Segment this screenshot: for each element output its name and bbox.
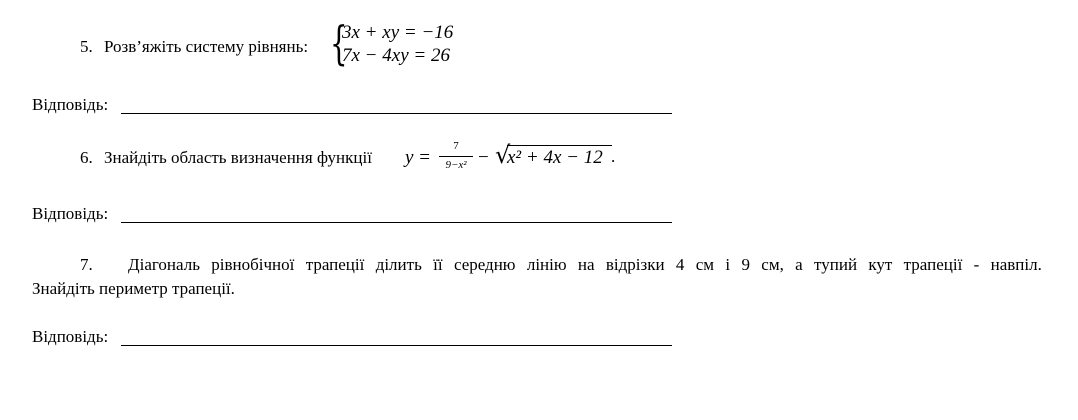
answer-7-label: Відповідь: [32, 327, 109, 346]
radical-sign: √ [495, 141, 511, 169]
question-7-word: кут [868, 255, 893, 274]
question-7-word: - [973, 255, 980, 274]
question-7-word: ділить [375, 255, 422, 274]
question-5-number: 5. [80, 37, 93, 56]
answer-5-label: Відповідь: [32, 95, 109, 114]
fraction-bar [439, 156, 473, 157]
radicand: x² + 4x − 12 [507, 147, 603, 168]
fraction-denominator: 9−x² [445, 159, 467, 171]
question-7-word: навпіл. [990, 255, 1042, 274]
question-7-word: відрізки [605, 255, 665, 274]
question-7-word: середню [453, 255, 516, 274]
system-equation-2: 7x − 4xy = 26 [342, 45, 450, 66]
question-7-text-line-2: Знайдіть периметр трапеції. [32, 279, 235, 298]
question-7-word: см [695, 255, 715, 274]
question-6-number: 6. [80, 148, 93, 167]
answer-5-line[interactable] [121, 113, 672, 114]
radical-vinculum [507, 145, 612, 146]
question-5-text: Розв’яжіть систему рівнянь: [104, 37, 309, 56]
question-7-number: 7. [80, 255, 93, 274]
question-7-word: см, [761, 255, 784, 274]
system-equation-1: 3x + xy = −16 [342, 22, 454, 43]
system-brace: { [330, 16, 348, 70]
question-6-text: Знайдіть область визначення функції [104, 148, 372, 167]
question-7-word: Діагональ [128, 255, 200, 274]
answer-7-line[interactable] [121, 345, 672, 346]
answer-6-label: Відповідь: [32, 204, 109, 223]
question-7-word: трапеції [903, 255, 963, 274]
question-7-word: а [795, 255, 803, 274]
question-7-word: на [577, 255, 595, 274]
fraction-numerator: 7 [453, 140, 459, 152]
question-6-period: . [611, 147, 616, 166]
function-lhs: y = [405, 147, 432, 168]
question-7-word: рівнобічної [211, 255, 295, 274]
question-7-word: 9 [741, 255, 750, 274]
question-7-text-line-1 [128, 255, 1042, 275]
question-7-word: 4 [675, 255, 685, 274]
question-7-word: лінію [526, 255, 567, 274]
question-7-word: і [725, 255, 731, 274]
question-7-word: її [433, 255, 443, 274]
question-7-word: трапеції [305, 255, 365, 274]
question-7-word: тупий [814, 255, 858, 274]
minus-sign: − [478, 147, 489, 168]
answer-6-line[interactable] [121, 222, 672, 223]
